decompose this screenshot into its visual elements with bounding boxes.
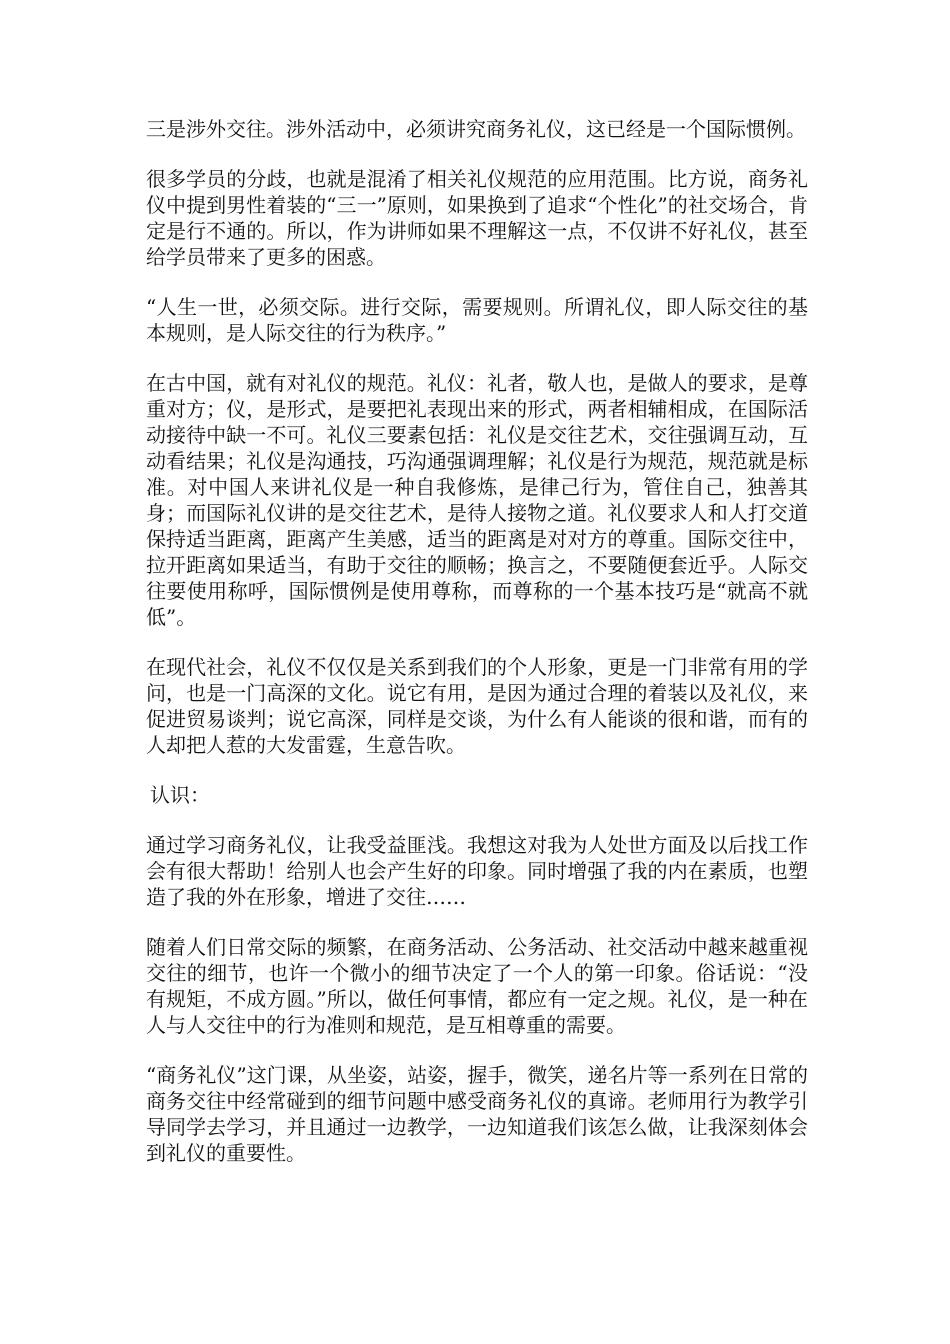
paragraph-quote-social-rules: “人生一世，必须交际。进行交际，需要规则。所谓礼仪，即人际交往的基本规则，是人际交往的行为秩序。” xyxy=(146,295,808,345)
paragraph-ancient-china-etiquette: 在古中国，就有对礼仪的规范。礼仪：礼者，敬人也，是做人的要求，是尊重对方；仪，是形式，是要把礼表现出来的形式，两者相辅相成，在国际活动接待中缺一不可。礼仪三要素包括：礼仪是交往艺术，交往强调互动，互动看结果；礼仪是沟通技，巧沟通强调理解；礼仪是行为规范，规范就是标准。对中国人来讲礼仪是一种自我修炼，是律己行为，管住自己，独善其身；而国际礼仪讲的是交往艺术，是待人接物之道。礼仪要求人和人打交道保持适当距离，距离产生美感，适当的距离是对对方的尊重。国际交往中，拉开距离如果适当，有助于交往的顺畅；换言之，不要随便套近乎。人际交往要使用称呼，国际惯例是使用尊称，而尊称的一个基本技巧是“就高不就低”。 xyxy=(146,371,808,629)
document-body xyxy=(146,116,808,1190)
paragraph-modern-society: 在现代社会，礼仪不仅仅是关系到我们的个人形象，更是一门非常有用的学问，也是一门高深的文化。说它有用，是因为通过合理的着装以及礼仪，来促进贸易谈判；说它高深，同样是交谈，为什么有人能谈的很和谐，而有的人却把人惹的大发雷霆，生意告吹。 xyxy=(146,655,808,757)
paragraph-etiquette-scope: 很多学员的分歧，也就是混淆了相关礼仪规范的应用范围。比方说，商务礼仪中提到男性着装的“三一”原则，如果换到了追求“个性化”的社交场合，肯定是行不通的。所以，作为讲师如果不理解这一点，不仅讲不好礼仪，甚至给学员带来了更多的困惑。 xyxy=(146,167,808,269)
paragraph-details-matter: 随着人们日常交际的频繁，在商务活动、公务活动、社交活动中越来越重视交往的细节，也许一个微小的细节决定了一个人的第一印象。俗话说：“没有规矩，不成方圆。”所以，做任何事情，都应有一定之规。礼仪，是一种在人与人交往中的行为准则和规范，是互相尊重的需要。 xyxy=(146,935,808,1037)
paragraph-learning-benefits: 通过学习商务礼仪，让我受益匪浅。我想这对我为人处世方面及以后找工作会有很大帮助！给别人也会产生好的印象。同时增强了我的内在素质，也塑造了我的外在形象，增进了交往…… xyxy=(146,833,808,909)
section-heading-understanding: 认识： xyxy=(150,783,210,807)
paragraph-foreign-affairs: 三是涉外交往。涉外活动中，必须讲究商务礼仪，这已经是一个国际惯例。 xyxy=(146,117,806,141)
paragraph-course-summary: “商务礼仪”这门课，从坐姿，站姿，握手，微笑，递名片等一系列在日常的商务交往中经常碰到的细节问题中感受商务礼仪的真谛。老师用行为教学引导同学去学习，并且通过一边教学，一边知道我们该怎么做，让我深刻体会到礼仪的重要性。 xyxy=(146,1063,808,1165)
